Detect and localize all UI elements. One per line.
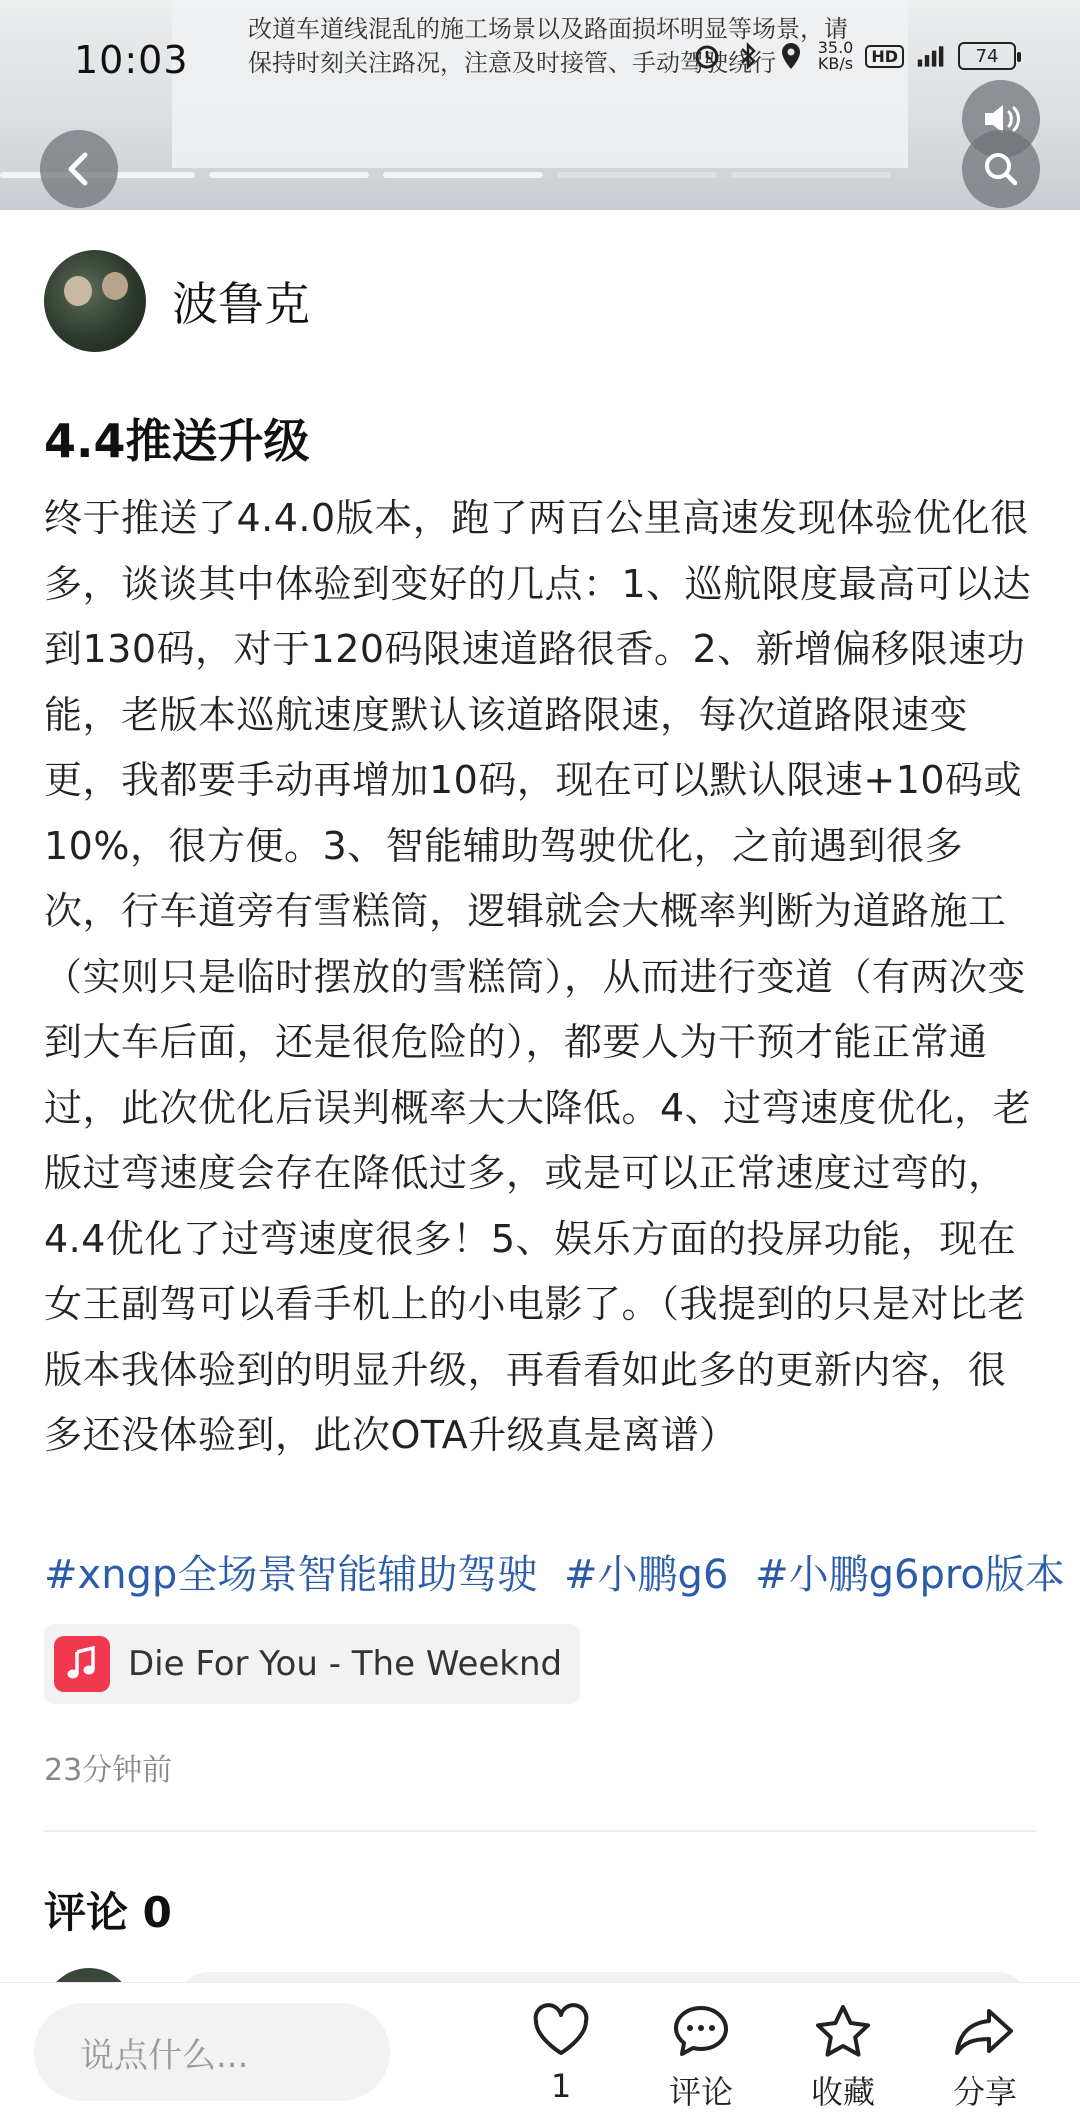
search-button[interactable] <box>962 130 1040 208</box>
progress-segment <box>383 172 543 178</box>
status-time: 10:03 <box>74 38 189 82</box>
post-title: 4.4推送升级 <box>44 414 310 468</box>
media-caption-text: 改道车道线混乱的施工场景以及路面损坏明显等场景，请保持时刻关注路况，注意及时接管、手动驾驶绕行 <box>248 15 848 77</box>
post-timestamp: 23分钟前 <box>44 1753 173 1788</box>
music-title: Die For You - The Weeknd <box>128 1644 563 1684</box>
author-name[interactable]: 波鲁克 <box>172 277 310 331</box>
battery-indicator: 74 <box>958 42 1016 70</box>
bluetooth-icon <box>734 41 764 71</box>
comment-input-placeholder: 说点什么... <box>80 2035 249 2076</box>
bottom-action-bar <box>0 1982 1080 2120</box>
story-progress <box>0 172 1080 180</box>
signal-icon <box>916 41 946 71</box>
like-button[interactable] <box>506 2003 616 2105</box>
share-arrow-icon <box>953 2003 1017 2059</box>
progress-segment <box>209 172 369 178</box>
share-label: 分享 <box>952 2073 1017 2111</box>
comments-heading: 评论 0 <box>44 1888 172 1937</box>
hashtag-link[interactable]: #小鹏g6pro版本 <box>755 1552 1065 1598</box>
post-body: 终于推送了4.4.0版本，跑了两百公里高速发现体验优化很多，谈谈其中体验到变好的几点：1、巡航限度最高可以达到130码，对于120码限速道路很香。2、新增偏移限速功能，老版本巡航速度默认该道路限速，每次道路限速变更，我都要手动再增加10码，现在可以默认限速+10码或10%，很方便。3、智能辅助驾驶优化，之前遇到很多次，行车道旁有雪糕筒，逻辑就会大概率判断为道路施工（实则只是临时摆放的雪糕筒），从而进行变道（有两次变到大车后面，还是很危险的），都要人为干预才能正常通过，此次优化后误判概率大大降低。4、过弯速度优化，老版过弯速度会存在降低过多，或是可以正常速度过弯的，4.4优化了过弯速度很多！5、娱乐方面的投屏功能，现在女王副驾可以看手机上的小电影了。（我提到的只是对比老版本我体验到的明显升级，再看看如此多的更新内容，很多还没体验到，此次OTA升级真是离谱） <box>44 496 1032 1457</box>
comment-label: 评论 <box>668 2073 733 2111</box>
comment-input[interactable] <box>34 2003 390 2101</box>
hashtag-link[interactable]: #小鹏g6 <box>564 1552 729 1598</box>
hd-badge: HD <box>865 45 904 68</box>
media-header <box>0 0 1080 210</box>
music-chip[interactable] <box>44 1624 580 1704</box>
star-icon <box>813 2003 873 2059</box>
status-icons <box>692 40 1016 72</box>
share-button[interactable] <box>930 2003 1040 2113</box>
avatar[interactable] <box>44 250 146 352</box>
author-row[interactable] <box>44 250 310 352</box>
network-speed: 35.0 KB/s <box>817 38 854 73</box>
music-note-icon <box>54 1636 110 1692</box>
favorite-label: 收藏 <box>810 2073 875 2111</box>
location-icon <box>776 41 806 71</box>
alarm-icon <box>692 41 722 71</box>
heart-icon <box>531 2003 591 2059</box>
divider <box>44 1830 1036 1832</box>
search-icon <box>981 149 1021 189</box>
favorite-button[interactable] <box>788 2003 898 2113</box>
comment-bubble-icon <box>671 2003 731 2059</box>
progress-segment <box>557 172 717 178</box>
progress-segment <box>731 172 891 178</box>
comment-button[interactable] <box>646 2003 756 2113</box>
post-tags <box>44 1543 1079 1600</box>
hashtag-link[interactable]: #xngp全场景智能辅助驾驶 <box>44 1552 538 1598</box>
back-button[interactable] <box>40 130 118 208</box>
media-caption <box>172 0 908 168</box>
chevron-left-icon <box>62 149 96 189</box>
like-count: 1 <box>550 2067 572 2105</box>
